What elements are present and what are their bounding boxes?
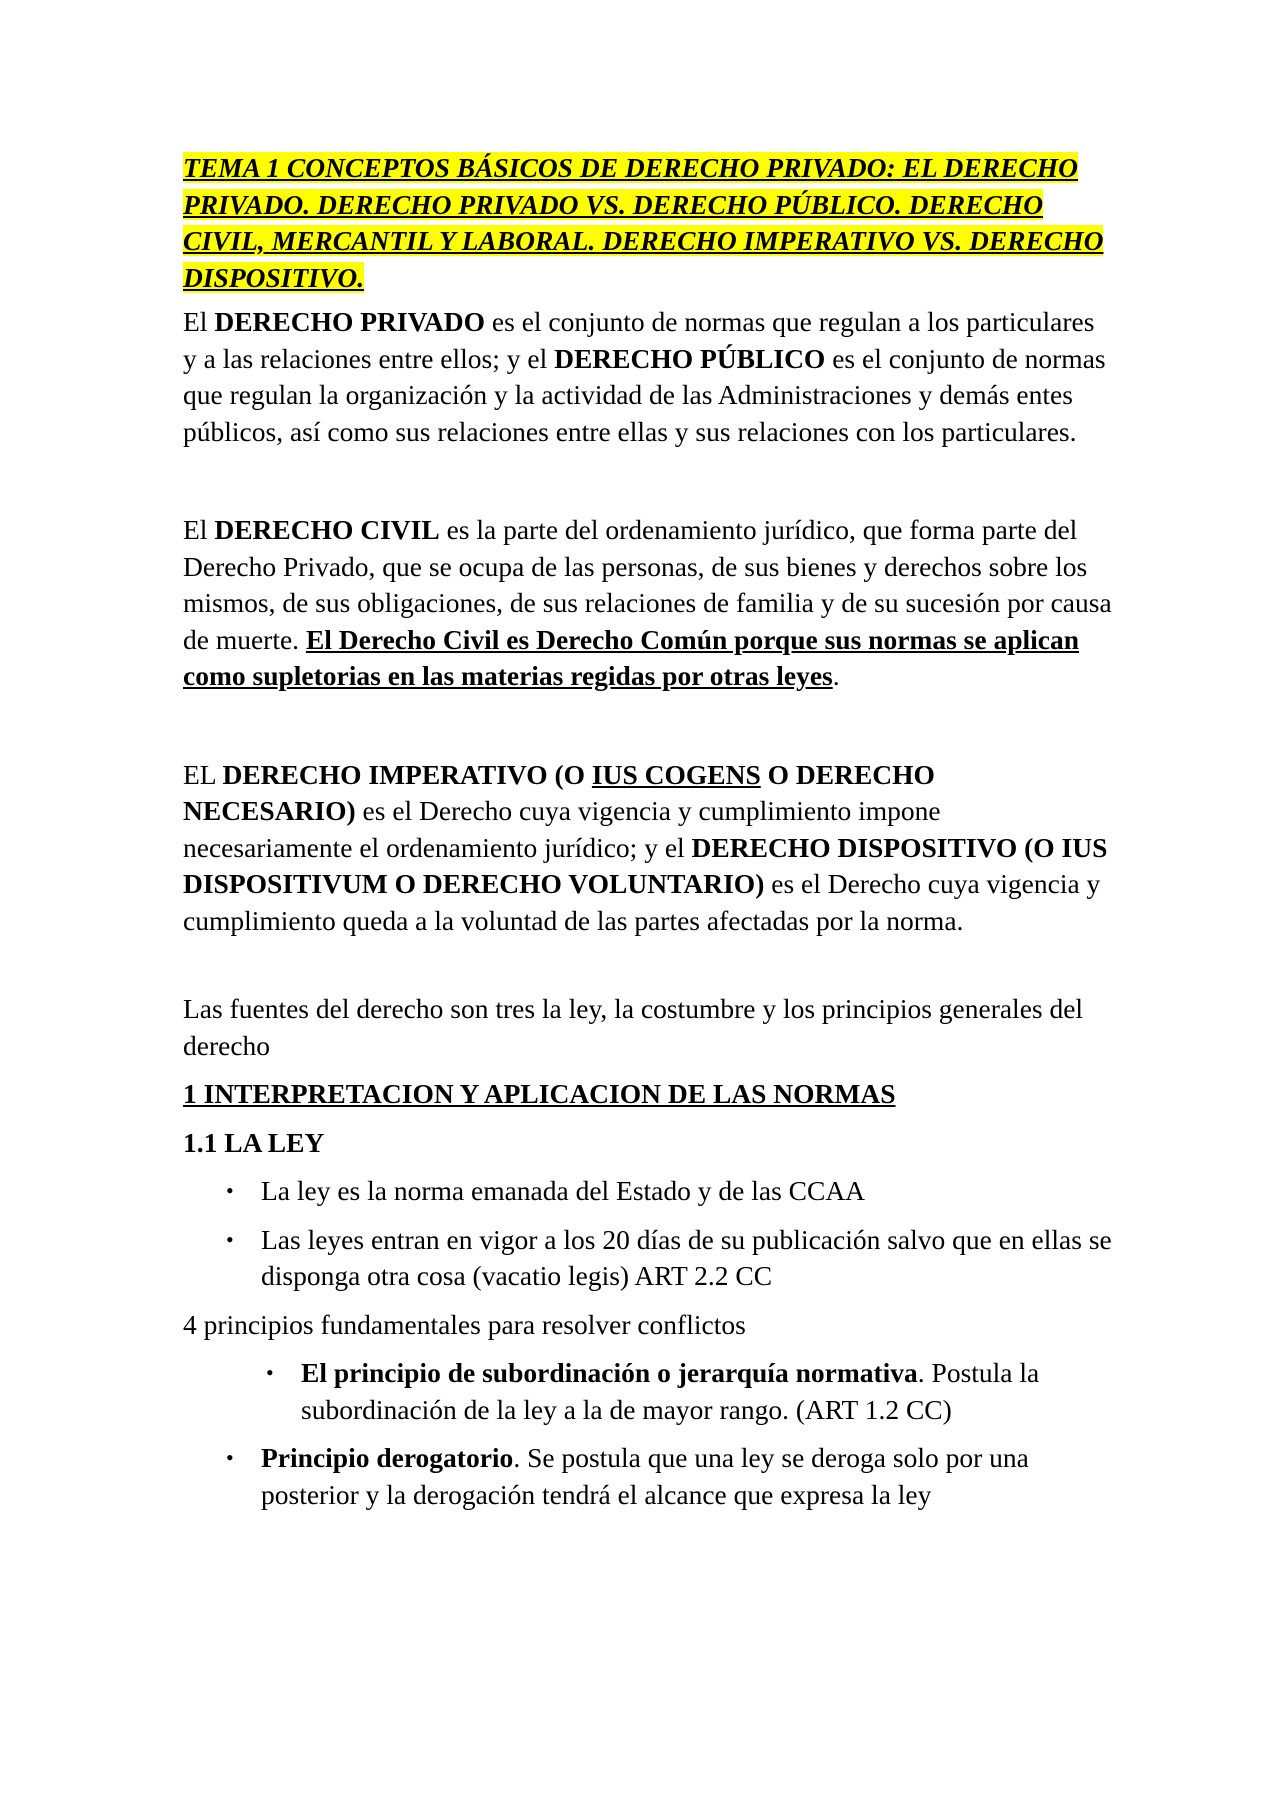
subsection-heading: 1.1 LA LEY <box>183 1126 325 1158</box>
ley-bullet-list <box>183 1173 1113 1295</box>
term-principio-jerarquia: El principio de subordinación o jerarquía normativa <box>301 1357 918 1388</box>
list-item: • Las leyes entran en vigor a los 20 días de su publicación salvo que en ellas se disponga otra cosa (vacatio legis) ART 2.2 CC <box>226 1223 1112 1291</box>
paragraph-fuentes: Las fuentes del derecho son tres la ley, la costumbre y los principios generales del derecho <box>183 993 1084 1061</box>
paragraph-principios: 4 principios fundamentales para resolver conflictos <box>183 1308 746 1340</box>
term-derecho-privado: DERECHO PRIVADO <box>214 306 486 337</box>
paragraph-derecho-imperativo: EL DERECHO IMPERATIVO (O IUS COGENS O DERECHO NECESARIO) es el Derecho cuya vigencia y cumplimiento impone necesariamente el ordenamiento jurídico; y el DERECHO DISPOSITIVO (O IUS DISPOSITIVUM O DERECHO VOLUNTARIO) es el Derecho cuya vigencia y cumplimiento queda a la voluntad de las partes afectadas por la norma. <box>183 758 1108 936</box>
title-highlight: TEMA 1 CONCEPTOS BÁSICOS DE DERECHO PRIVADO: EL DERECHO PRIVADO. DERECHO PRIVADO VS. DERECHO PÚBLICO. DERECHO CIVIL, MERCANTIL Y LABORAL. DERECHO IMPERATIVO VS. DERECHO DISPOSITIVO. <box>183 152 1104 293</box>
paragraph-derecho-civil: El DERECHO CIVIL es la parte del ordenamiento jurídico, que forma parte del Derecho Privado, que se ocupa de las personas, de sus bienes y derechos sobre los mismos, de sus obligaciones, de sus relaciones de familia y de su sucesión por causa de muerte. El Derecho Civil es Derecho Común porque sus normas se aplican como supletorias en las materias regidas por otras leyes. <box>183 514 1112 691</box>
document-title <box>183 150 1113 296</box>
section-heading: 1 INTERPRETACION Y APLICACION DE LAS NORMAS <box>183 1078 896 1109</box>
term-derecho-civil: DERECHO CIVIL <box>214 514 440 545</box>
list-item: • La ley es la norma emanada del Estado y de las CCAA <box>183 1173 1113 1210</box>
bullet-icon: • <box>226 1226 234 1252</box>
bullet-icon: • <box>226 1445 234 1470</box>
term-derecho-publico: DERECHO PÚBLICO <box>554 342 826 374</box>
list-item: • Principio derogatorio. Se postula que una ley se deroga solo por una posterior y la derogación tendrá el alcance que expresa la ley <box>226 1442 1029 1510</box>
paragraph-derecho-privado: El DERECHO PRIVADO es el conjunto de normas que regulan a los particulares y a las relaciones entre ellos; y el DERECHO PÚBLICO es el conjunto de normas que regulan la organización y la actividad de las Administraciones y demás entes públicos, así como sus relaciones entre ellas y sus relaciones con los particulares. <box>183 306 1106 447</box>
term-derecho-imperativo: DERECHO IMPERATIVO (O <box>222 758 592 790</box>
bullet-icon: • <box>226 1178 234 1203</box>
term-ius-cogens: IUS COGENS <box>591 758 761 790</box>
principios-bullet-list <box>183 1355 1113 1513</box>
list-item: • El principio de subordinación o jerarquía normativa. Postula la subordinación de la ley a la de mayor rango. (ART 1.2 CC) <box>266 1357 1040 1425</box>
term-derecho-dispositivo: DERECHO DISPOSITIVO (O IUS DISPOSITIVUM O DERECHO VOLUNTARIO) <box>183 831 1108 899</box>
derecho-comun-statement: El Derecho Civil es Derecho Común porque sus normas se aplican como supletorias en las materias regidas por otras leyes <box>183 623 1080 691</box>
term-principio-derogatorio: Principio derogatorio <box>261 1442 514 1473</box>
document-page <box>183 150 1113 1513</box>
bullet-icon: • <box>266 1360 274 1385</box>
